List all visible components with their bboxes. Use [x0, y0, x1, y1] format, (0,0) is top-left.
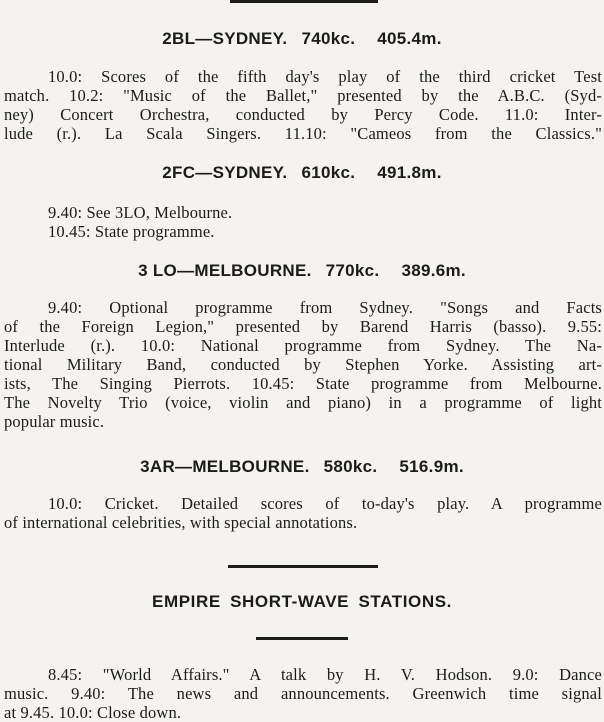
programme-line: 10.45: State programme.: [48, 222, 215, 241]
programme-3lo: [4, 298, 602, 431]
programme-line: 10.0: Cricket. Detailed scores of to-day's play. A programme: [48, 494, 602, 513]
programme-line: of international celebrities, with special annotations.: [4, 513, 358, 532]
station-name: 2FC—SYDNEY.: [162, 163, 288, 182]
station-name: 2BL—SYDNEY.: [162, 29, 288, 48]
programme-line: 9.40: Optional programme from Sydney. "Songs and Facts: [48, 298, 602, 317]
station-wavelength: 405.4m.: [377, 29, 442, 48]
station-heading-3lo: [0, 261, 604, 281]
station-wavelength: 516.9m.: [399, 457, 464, 476]
station-heading-2fc: [0, 163, 604, 183]
programme-line: at 9.45. 10.0: Close down.: [4, 703, 182, 722]
station-wavelength: 491.8m.: [377, 163, 442, 182]
section-divider: [256, 637, 348, 640]
empire-heading: EMPIRE SHORT-WAVE STATIONS.: [152, 592, 452, 611]
programme-line: 8.45: "World Affairs." A talk by H. V. Hodson. 9.0: Dance: [48, 665, 602, 684]
station-heading-3ar: [0, 457, 604, 477]
programme-line: popular music.: [4, 412, 105, 431]
station-frequency: 740kc.: [301, 29, 356, 48]
programme-line: match. 10.2: "Music of the Ballet," presented by the A.B.C. (Syd-: [4, 86, 602, 105]
programme-3ar: [4, 494, 602, 532]
programme-line: tional Military Band, conducted by Stephen Yorke. Assisting art-: [4, 355, 602, 374]
programme-empire: [4, 665, 602, 722]
programme-line: The Novelty Trio (voice, violin and piano) in a programme of light: [4, 393, 602, 412]
station-frequency: 610kc.: [301, 163, 356, 182]
programme-2fc: [4, 203, 602, 241]
programme-line: ney) Concert Orchestra, conducted by Percy Code. 11.0: Inter-: [4, 105, 602, 124]
programme-line: of the Foreign Legion," presented by Barend Harris (basso). 9.55:: [4, 317, 602, 336]
station-name: 3 LO—MELBOURNE.: [138, 261, 312, 280]
programme-line: ists, The Singing Pierrots. 10.45: State programme from Melbourne.: [4, 374, 602, 393]
programme-line: 10.0: Scores of the fifth day's play of the third cricket Test: [48, 67, 602, 86]
top-divider: [230, 0, 378, 3]
station-name: 3AR—MELBOURNE.: [140, 457, 310, 476]
programme-line: Interlude (r.). 10.0: National programme from Sydney. The Na-: [4, 336, 602, 355]
programme-line: 9.40: See 3LO, Melbourne.: [48, 203, 233, 222]
programme-line: music. 9.40: The news and announcements. Greenwich time signal: [4, 684, 602, 703]
programme-line: lude (r.). La Scala Singers. 11.10: "Cameos from the Classics.": [4, 124, 602, 143]
station-frequency: 770kc.: [325, 261, 380, 280]
station-wavelength: 389.6m.: [401, 261, 466, 280]
station-heading-2bl: [0, 29, 604, 49]
section-divider: [228, 565, 378, 568]
station-frequency: 580kc.: [323, 457, 378, 476]
programme-2bl: [4, 67, 602, 143]
